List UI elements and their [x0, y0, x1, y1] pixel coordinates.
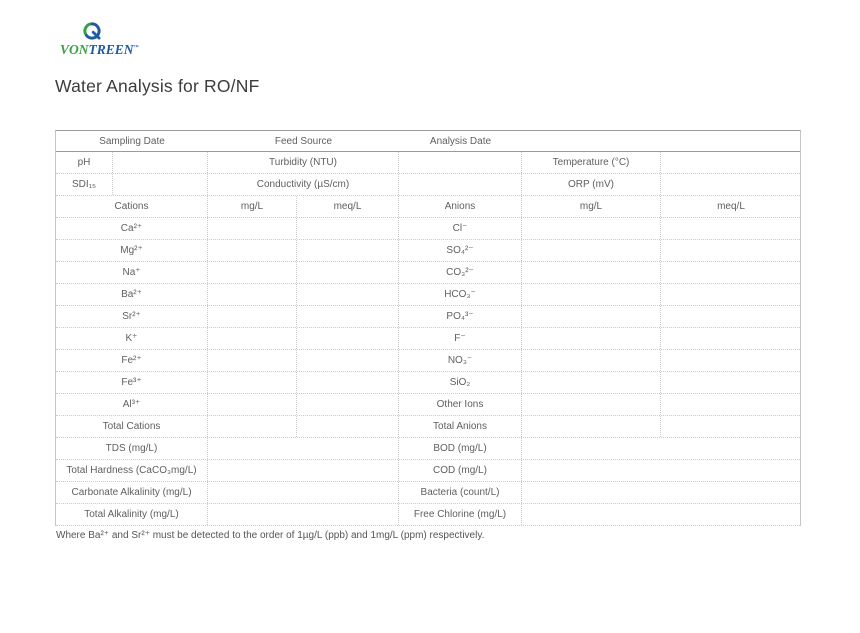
dates-header-row: [56, 131, 800, 152]
cation-meql-cell: [297, 394, 399, 415]
bacteria-label: Bacteria (count/L): [399, 482, 522, 503]
ion-row-sr-po4: [56, 306, 800, 328]
cation-label: K⁺: [56, 328, 208, 349]
cation-meql-cell: [297, 306, 399, 327]
anion-label: CO₃²⁻: [399, 262, 522, 283]
anions-mgl-header: mg/L: [522, 196, 661, 217]
anion-mgl-cell: [522, 284, 661, 305]
temperature-label: Temperature (°C): [522, 152, 661, 173]
summary-row-tds-bod: [56, 438, 800, 460]
cation-label: Na⁺: [56, 262, 208, 283]
footnote: Where Ba²⁺ and Sr²⁺ must be detected to the order of 1µg/L (ppb) and 1mg/L (ppm) respectively.: [56, 530, 485, 541]
total-hardness-value-cell: [208, 460, 399, 481]
total-anions-label: Total Anions: [399, 416, 522, 437]
cations-mgl-header: mg/L: [208, 196, 297, 217]
cation-meql-cell: [297, 328, 399, 349]
carbonate-alkalinity-label: Carbonate Alkalinity (mg/L): [56, 482, 208, 503]
summary-row-carbalk-bacteria: [56, 482, 800, 504]
cation-mgl-cell: [208, 284, 297, 305]
cation-label: Al³⁺: [56, 394, 208, 415]
total-cations-label: Total Cations: [56, 416, 208, 437]
conductivity-value-cell: [399, 174, 522, 195]
total-alkalinity-label: Total Alkalinity (mg/L): [56, 504, 208, 525]
ion-row-al-other: [56, 394, 800, 416]
anion-mgl-cell: [522, 394, 661, 415]
cation-mgl-cell: [208, 372, 297, 393]
cation-label: Ca²⁺: [56, 218, 208, 239]
page-title: Water Analysis for RO/NF: [55, 76, 260, 96]
cation-meql-cell: [297, 240, 399, 261]
anion-meql-cell: [661, 328, 801, 349]
water-analysis-table: [55, 130, 801, 526]
ion-row-k-f: [56, 328, 800, 350]
cod-value-cell: [522, 460, 801, 481]
totals-row: [56, 416, 800, 438]
anion-label: NO₃⁻: [399, 350, 522, 371]
dates-header-empty-cell: [522, 131, 801, 151]
ph-row: [56, 152, 800, 174]
anion-mgl-cell: [522, 328, 661, 349]
total-anions-meql-cell: [661, 416, 801, 437]
anion-meql-cell: [661, 240, 801, 261]
cation-mgl-cell: [208, 240, 297, 261]
ions-header-row: [56, 196, 800, 218]
cation-mgl-cell: [208, 306, 297, 327]
ion-row-ca-cl: [56, 218, 800, 240]
anion-meql-cell: [661, 372, 801, 393]
ion-row-fe3-sio2: [56, 372, 800, 394]
cation-label: Ba²⁺: [56, 284, 208, 305]
anions-meql-header: meq/L: [717, 201, 745, 212]
conductivity-label: Conductivity (µS/cm): [208, 174, 399, 195]
anion-mgl-cell: [522, 306, 661, 327]
total-hardness-label: Total Hardness (CaCO₃mg/L): [56, 460, 208, 481]
turbidity-label: Turbidity (NTU): [208, 152, 399, 173]
cation-mgl-cell: [208, 394, 297, 415]
tds-value-cell: [208, 438, 399, 459]
anion-meql-cell: [661, 394, 801, 415]
cation-meql-cell: [297, 372, 399, 393]
anions-header: Anions: [399, 196, 522, 217]
cation-meql-cell: [297, 262, 399, 283]
ion-row-na-co3: [56, 262, 800, 284]
bacteria-value-cell: [522, 482, 801, 503]
cation-meql-cell: [297, 284, 399, 305]
cation-meql-cell: [297, 350, 399, 371]
ph-label: pH: [56, 152, 113, 173]
feed-source-label: Feed Source: [274, 135, 333, 147]
cations-meql-header: meq/L: [297, 196, 399, 217]
cod-label: COD (mg/L): [399, 460, 522, 481]
turbidity-value-cell: [399, 152, 522, 173]
free-chlorine-value-cell: [522, 504, 801, 525]
anion-label: Cl⁻: [399, 218, 522, 239]
cation-label: Fe²⁺: [56, 350, 208, 371]
logo-wordmark: [60, 42, 139, 58]
ion-row-mg-so4: [56, 240, 800, 262]
cation-label: Fe³⁺: [56, 372, 208, 393]
logo-q-swirl-icon: [82, 21, 102, 41]
carbonate-alkalinity-value-cell: [208, 482, 399, 503]
cations-header: Cations: [56, 196, 208, 217]
logo-text-von: VON: [60, 42, 89, 57]
sdi-label: SDI₁₅: [56, 174, 113, 195]
cation-meql-cell: [297, 218, 399, 239]
cation-mgl-cell: [208, 350, 297, 371]
bod-value-cell: [522, 438, 801, 459]
anion-meql-cell: [661, 284, 801, 305]
anion-meql-cell: [661, 218, 801, 239]
ph-value-cell: [113, 152, 208, 173]
sdi-row: [56, 174, 800, 196]
anion-mgl-cell: [522, 218, 661, 239]
trademark-symbol: ™: [133, 45, 139, 51]
sampling-date-label: Sampling Date: [99, 135, 165, 147]
orp-value-cell: [661, 174, 801, 195]
anion-mgl-cell: [522, 240, 661, 261]
summary-row-hardness-cod: [56, 460, 800, 482]
anion-mgl-cell: [522, 372, 661, 393]
bod-label: BOD (mg/L): [399, 438, 522, 459]
orp-label: ORP (mV): [522, 174, 661, 195]
summary-row-totalalk-chlorine: [56, 504, 800, 526]
cation-label: Sr²⁺: [56, 306, 208, 327]
temperature-value-cell: [661, 152, 801, 173]
sdi-value-cell: [113, 174, 208, 195]
ion-row-ba-hco3: [56, 284, 800, 306]
anion-meql-cell: [661, 262, 801, 283]
tds-label: TDS (mg/L): [56, 438, 208, 459]
anion-mgl-cell: [522, 350, 661, 371]
anion-label: Other Ions: [399, 394, 522, 415]
total-cations-mgl-cell: [208, 416, 297, 437]
analysis-date-label: Analysis Date: [429, 135, 492, 147]
cation-mgl-cell: [208, 218, 297, 239]
anion-meql-cell: [661, 350, 801, 371]
anion-label: SiO₂: [399, 372, 522, 393]
total-alkalinity-value-cell: [208, 504, 399, 525]
anion-meql-cell: [661, 306, 801, 327]
anion-label: SO₄²⁻: [399, 240, 522, 261]
total-anions-mgl-cell: [522, 416, 661, 437]
cation-label: Mg²⁺: [56, 240, 208, 261]
anion-label: HCO₃⁻: [399, 284, 522, 305]
cation-mgl-cell: [208, 262, 297, 283]
free-chlorine-label: Free Chlorine (mg/L): [399, 504, 522, 525]
anion-mgl-cell: [522, 262, 661, 283]
total-cations-meql-cell: [297, 416, 399, 437]
logo-text-treen: TREEN: [88, 42, 134, 57]
ion-row-fe2-no3: [56, 350, 800, 372]
anion-label: PO₄³⁻: [399, 306, 522, 327]
anion-label: F⁻: [399, 328, 522, 349]
cation-mgl-cell: [208, 328, 297, 349]
